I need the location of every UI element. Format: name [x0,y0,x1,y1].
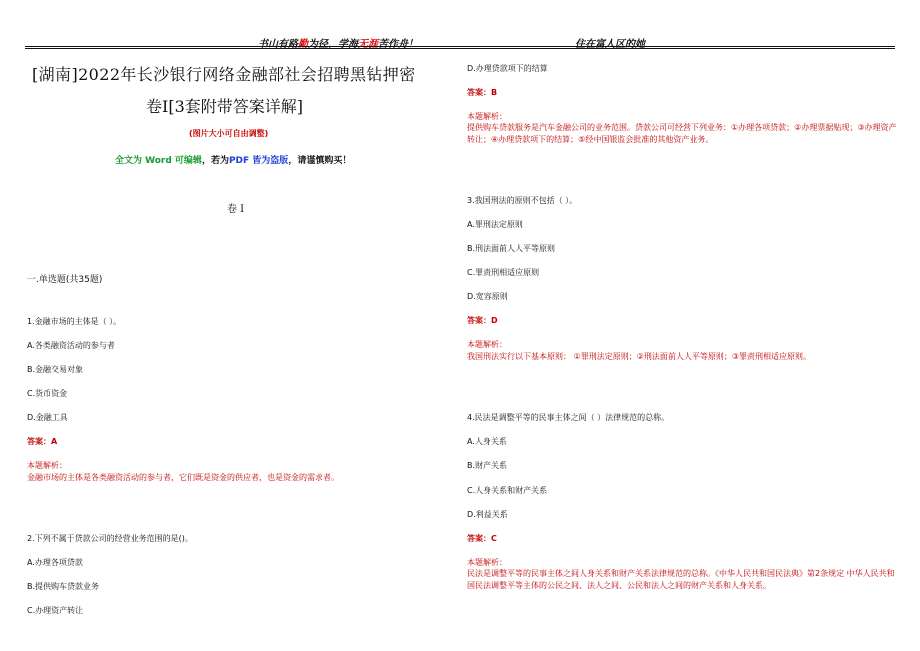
question-option: C.罪责刑相适应原则 [467,268,540,277]
explanation-label: 本题解析： [467,112,507,121]
slogan-red-part: 无涯 [358,39,378,50]
image-note: (图片大小可自由调整) [189,129,269,138]
header-rule [25,46,895,47]
answer-label: 答案：A [27,437,58,446]
question-option: A.罪刑法定原则 [467,220,523,229]
question-option: B.刑法面前人人平等原则 [467,244,556,253]
doc-title-line2: 卷I[3套附带答案详解] [146,97,303,116]
question-option: C.人身关系和财产关系 [467,486,548,495]
header-rule [25,48,895,49]
header-right-text: 住在富人区的她 [575,39,645,50]
edit-notice-green: 全文为 Word 可编辑 [115,156,202,166]
question-stem: 2.下列不属于贷款公司的经营业务范围的是()。 [27,534,193,543]
question-option: A.办理各项贷款 [27,558,83,567]
explanation-text: 我国刑法实行以下基本原则： ①罪刑法定原则；②刑法面前人人平等原则；③罪责刑相适应原则。 [467,352,812,361]
explanation-text: 民法是调整平等的民事主体之间人身关系和财产关系法律规范的总称。《中华人民共和国民法典》第2条规定 中华人民共和国民法调整平等主体的公民之间、法人之间、公民和法人之间的财产关系和人身关系。 [467,569,895,590]
explanation-label: 本题解析： [467,340,507,349]
question-option: D.办理贷款项下的结算 [467,64,548,73]
edit-notice-text: ，请谨慎购买！ [288,156,352,166]
question-option: C.货币资金 [27,389,68,398]
question-option: A.各类融资活动的参与者 [27,341,115,350]
question-stem: 4.民法是调整平等的民事主体之间（ ）法律规范的总称。 [467,413,670,422]
question-option: D.利益关系 [467,510,508,519]
section-heading: 一.单选题(共35题) [27,275,103,285]
volume-label: 卷 I [227,204,245,215]
question-option: A.人身关系 [467,437,507,446]
doc-title-line1: [湖南]2022年长沙银行网络金融部社会招聘黑钻押密 [32,65,416,84]
slogan-part: 书山有路 [258,39,298,50]
question-option: D.宽容原则 [467,292,508,301]
answer-label: 答案：B [467,88,498,97]
question-stem: 1.金融市场的主体是（ ）。 [27,317,122,326]
edit-notice-text: ，若为 [201,156,229,166]
explanation-text: 金融市场的主体是各类融资活动的参与者，它们既是资金的供应者，也是资金的需求者。 [27,473,339,482]
slogan-part: 苦作舟！ [378,39,418,50]
question-option: B.财产关系 [467,461,508,470]
slogan-part: 为径，学海 [308,39,358,50]
question-option: D.金融工具 [27,413,68,422]
question-option: B.提供购车贷款业务 [27,582,100,591]
question-option: C.办理资产转让 [27,606,84,615]
explanation-text: 提供购车贷款服务是汽车金融公司的业务范围。贷款公司可经营下列业务：①办理各项贷款；②办理票据贴现；③办理资产转让；④办理贷款项下的结算；⑤经中国银监会批准的其他资产业务。 [467,123,897,144]
edit-notice-blue: PDF 皆为盗版 [228,156,289,166]
question-option: B.金融交易对象 [27,365,84,374]
explanation-label: 本题解析： [27,461,67,470]
edit-notice [115,153,351,166]
explanation-label: 本题解析： [467,558,507,567]
answer-label: 答案：D [467,316,498,325]
question-stem: 3.我国刑法的原则不包括（ ）。 [467,196,578,205]
answer-label: 答案：C [467,534,497,543]
slogan-red-part: 勤 [298,39,308,50]
